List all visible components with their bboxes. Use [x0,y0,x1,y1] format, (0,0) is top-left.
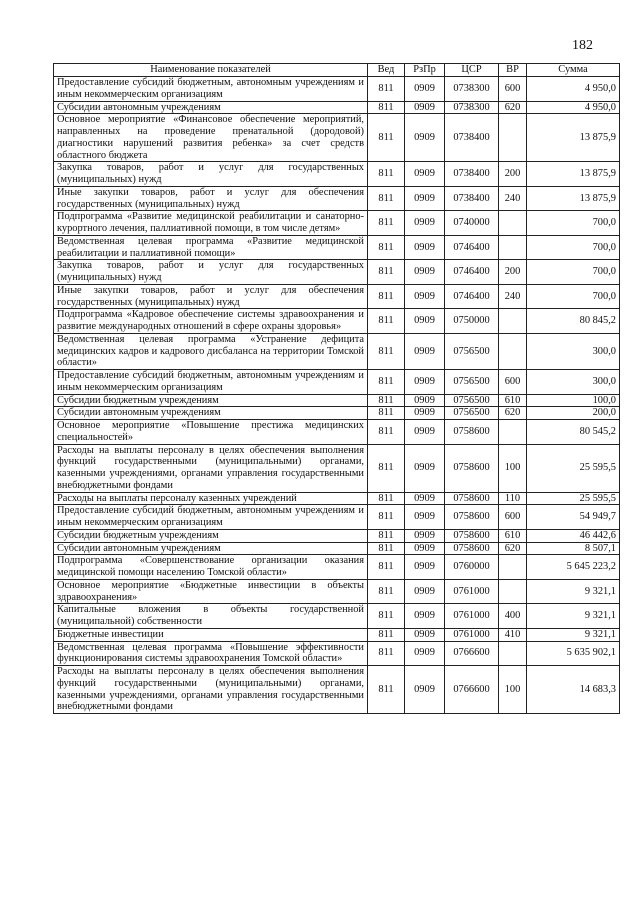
row-vr: 100 [499,444,527,492]
row-rzpr: 0909 [405,492,445,505]
row-ved: 811 [368,542,405,555]
row-ved: 811 [368,260,405,285]
row-csr: 0758600 [445,492,499,505]
table-row [54,284,620,309]
row-ved: 811 [368,666,405,714]
row-sum: 80 545,2 [527,420,620,445]
row-vr [499,333,527,369]
table-row [54,604,620,629]
header-csr: ЦСР [445,64,499,77]
row-sum: 46 442,6 [527,529,620,542]
row-ved: 811 [368,420,405,445]
row-sum: 80 845,2 [527,309,620,334]
row-name: Иные закупки товаров, работ и услуг для обеспечения государственных (муниципальных) нужд [54,284,368,309]
row-vr: 240 [499,284,527,309]
row-csr: 0756500 [445,407,499,420]
row-sum: 13 875,9 [527,114,620,162]
row-sum: 4 950,0 [527,77,620,102]
row-ved: 811 [368,492,405,505]
table-row [54,579,620,604]
row-vr [499,420,527,445]
row-name: Субсидии автономным учреждениям [54,542,368,555]
table-header-row [54,64,620,77]
table-row [54,444,620,492]
budget-table [53,63,620,714]
row-vr: 620 [499,101,527,114]
row-sum: 700,0 [527,260,620,285]
header-rzpr: РзПр [405,64,445,77]
row-sum: 8 507,1 [527,542,620,555]
header-sum: Сумма [527,64,620,77]
row-rzpr: 0909 [405,666,445,714]
row-name: Основное мероприятие «Повышение престижа медицинских специальностей» [54,420,368,445]
row-csr: 0766600 [445,666,499,714]
row-rzpr: 0909 [405,420,445,445]
table-row [54,394,620,407]
row-ved: 811 [368,444,405,492]
row-name: Подпрограмма «Кадровое обеспечение системы здравоохранения и развитие международных отношений в сфере охраны здоровья» [54,309,368,334]
row-sum: 5 635 902,1 [527,641,620,666]
header-vr: ВР [499,64,527,77]
row-csr: 0746400 [445,260,499,285]
row-sum: 200,0 [527,407,620,420]
row-csr: 0758600 [445,529,499,542]
row-ved: 811 [368,309,405,334]
row-csr: 0746400 [445,284,499,309]
row-vr: 600 [499,77,527,102]
row-vr: 600 [499,370,527,395]
table-row [54,235,620,260]
row-csr: 0758600 [445,505,499,530]
table-row [54,333,620,369]
row-sum: 700,0 [527,284,620,309]
row-rzpr: 0909 [405,309,445,334]
row-vr: 610 [499,529,527,542]
row-sum: 9 321,1 [527,579,620,604]
row-sum: 4 950,0 [527,101,620,114]
row-vr [499,114,527,162]
table-row [54,555,620,580]
row-ved: 811 [368,114,405,162]
row-vr: 610 [499,394,527,407]
row-ved: 811 [368,394,405,407]
row-rzpr: 0909 [405,333,445,369]
row-vr: 620 [499,542,527,555]
table-row [54,641,620,666]
row-ved: 811 [368,333,405,369]
row-csr: 0766600 [445,641,499,666]
row-ved: 811 [368,235,405,260]
table-row [54,260,620,285]
row-csr: 0740000 [445,211,499,236]
row-ved: 811 [368,579,405,604]
row-rzpr: 0909 [405,101,445,114]
row-ved: 811 [368,186,405,211]
row-csr: 0758600 [445,444,499,492]
table-row [54,186,620,211]
row-name: Расходы на выплаты персоналу в целях обеспечения выполнения функций государственными (муниципальными) органами, казенными учреждениями, органами управления государственными внебюджетными фондами [54,666,368,714]
row-csr: 0750000 [445,309,499,334]
row-sum: 300,0 [527,370,620,395]
row-vr: 240 [499,186,527,211]
row-vr: 200 [499,260,527,285]
row-rzpr: 0909 [405,260,445,285]
row-sum: 9 321,1 [527,628,620,641]
row-sum: 25 595,5 [527,444,620,492]
table-row [54,628,620,641]
row-sum: 54 949,7 [527,505,620,530]
row-csr: 0738400 [445,114,499,162]
row-csr: 0758600 [445,542,499,555]
row-sum: 100,0 [527,394,620,407]
row-rzpr: 0909 [405,284,445,309]
row-sum: 14 683,3 [527,666,620,714]
row-rzpr: 0909 [405,555,445,580]
row-ved: 811 [368,77,405,102]
table-row [54,370,620,395]
row-rzpr: 0909 [405,641,445,666]
row-sum: 13 875,9 [527,162,620,187]
row-csr: 0756500 [445,394,499,407]
header-ved: Вед [368,64,405,77]
row-csr: 0758600 [445,420,499,445]
row-rzpr: 0909 [405,211,445,236]
row-rzpr: 0909 [405,579,445,604]
row-sum: 13 875,9 [527,186,620,211]
row-csr: 0738400 [445,186,499,211]
row-name: Капитальные вложения в объекты государственной (муниципальной) собственности [54,604,368,629]
row-ved: 811 [368,211,405,236]
row-vr [499,235,527,260]
row-name: Подпрограмма «Совершенствование организации оказания медицинской помощи населению Томской области» [54,555,368,580]
row-csr: 0738400 [445,162,499,187]
row-csr: 0756500 [445,333,499,369]
row-name: Подпрограмма «Развитие медицинской реабилитации и санаторно-курортного лечения, паллиативной помощи, в том числе детям» [54,211,368,236]
row-ved: 811 [368,407,405,420]
row-csr: 0746400 [445,235,499,260]
row-name: Предоставление субсидий бюджетным, автономным учреждениям и иным некоммерческим организациям [54,505,368,530]
table-row [54,114,620,162]
row-name: Иные закупки товаров, работ и услуг для обеспечения государственных (муниципальных) нужд [54,186,368,211]
table-row [54,309,620,334]
row-name: Основное мероприятие «Финансовое обеспечение мероприятий, направленных на проведение пренатальной (дородовой) диагностики нарушений развития ребенка» за счет средств областного бюджета [54,114,368,162]
table-row [54,505,620,530]
row-vr [499,641,527,666]
row-name: Закупка товаров, работ и услуг для государственных (муниципальных) нужд [54,260,368,285]
row-csr: 0761000 [445,604,499,629]
row-ved: 811 [368,101,405,114]
row-csr: 0756500 [445,370,499,395]
row-sum: 300,0 [527,333,620,369]
row-csr: 0738300 [445,101,499,114]
row-ved: 811 [368,604,405,629]
row-ved: 811 [368,555,405,580]
table-row [54,529,620,542]
row-name: Субсидии автономным учреждениям [54,101,368,114]
row-csr: 0738300 [445,77,499,102]
row-rzpr: 0909 [405,77,445,102]
row-name: Ведомственная целевая программа «Повышение эффективности функционирования системы здравоохранения Томской области» [54,641,368,666]
row-name: Расходы на выплаты персоналу в целях обеспечения выполнения функций государственными (муниципальными) органами, казенными учреждениями, органами управления государственными внебюджетными фондами [54,444,368,492]
row-vr: 410 [499,628,527,641]
row-rzpr: 0909 [405,186,445,211]
row-ved: 811 [368,628,405,641]
row-rzpr: 0909 [405,407,445,420]
row-name: Закупка товаров, работ и услуг для государственных (муниципальных) нужд [54,162,368,187]
row-name: Субсидии автономным учреждениям [54,407,368,420]
page-number: 182 [572,38,593,53]
row-sum: 700,0 [527,235,620,260]
row-sum: 25 595,5 [527,492,620,505]
row-vr [499,579,527,604]
row-rzpr: 0909 [405,444,445,492]
row-sum: 700,0 [527,211,620,236]
row-rzpr: 0909 [405,370,445,395]
row-name: Бюджетные инвестиции [54,628,368,641]
row-vr [499,555,527,580]
row-ved: 811 [368,162,405,187]
row-rzpr: 0909 [405,604,445,629]
table-row [54,420,620,445]
row-vr: 200 [499,162,527,187]
row-rzpr: 0909 [405,114,445,162]
row-vr: 600 [499,505,527,530]
row-csr: 0761000 [445,628,499,641]
row-rzpr: 0909 [405,162,445,187]
table-body [54,77,620,714]
row-vr: 100 [499,666,527,714]
table-row [54,101,620,114]
row-name: Субсидии бюджетным учреждениям [54,529,368,542]
table-row [54,162,620,187]
row-sum: 9 321,1 [527,604,620,629]
row-sum: 5 645 223,2 [527,555,620,580]
row-rzpr: 0909 [405,394,445,407]
row-rzpr: 0909 [405,628,445,641]
row-rzpr: 0909 [405,235,445,260]
row-csr: 0760000 [445,555,499,580]
row-vr: 400 [499,604,527,629]
table-row [54,666,620,714]
row-vr: 110 [499,492,527,505]
row-name: Ведомственная целевая программа «Развитие медицинской реабилитации и паллиативной помощи» [54,235,368,260]
row-name: Предоставление субсидий бюджетным, автономным учреждениям и иным некоммерческим организациям [54,77,368,102]
row-vr: 620 [499,407,527,420]
table-row [54,492,620,505]
table-row [54,211,620,236]
row-name: Расходы на выплаты персоналу казенных учреждений [54,492,368,505]
row-vr [499,309,527,334]
row-name: Субсидии бюджетным учреждениям [54,394,368,407]
header-name: Наименование показателей [54,64,368,77]
row-vr [499,211,527,236]
row-ved: 811 [368,284,405,309]
row-ved: 811 [368,641,405,666]
row-ved: 811 [368,529,405,542]
table-row [54,77,620,102]
row-rzpr: 0909 [405,529,445,542]
row-csr: 0761000 [445,579,499,604]
row-name: Ведомственная целевая программа «Устранение дефицита медицинских кадров и кадрового дисбаланса на территории Томской области» [54,333,368,369]
table-row [54,407,620,420]
row-name: Основное мероприятие «Бюджетные инвестиции в объекты здравоохранения» [54,579,368,604]
row-ved: 811 [368,505,405,530]
row-rzpr: 0909 [405,505,445,530]
row-rzpr: 0909 [405,542,445,555]
table-row [54,542,620,555]
row-ved: 811 [368,370,405,395]
row-name: Предоставление субсидий бюджетным, автономным учреждениям и иным некоммерческим организациям [54,370,368,395]
